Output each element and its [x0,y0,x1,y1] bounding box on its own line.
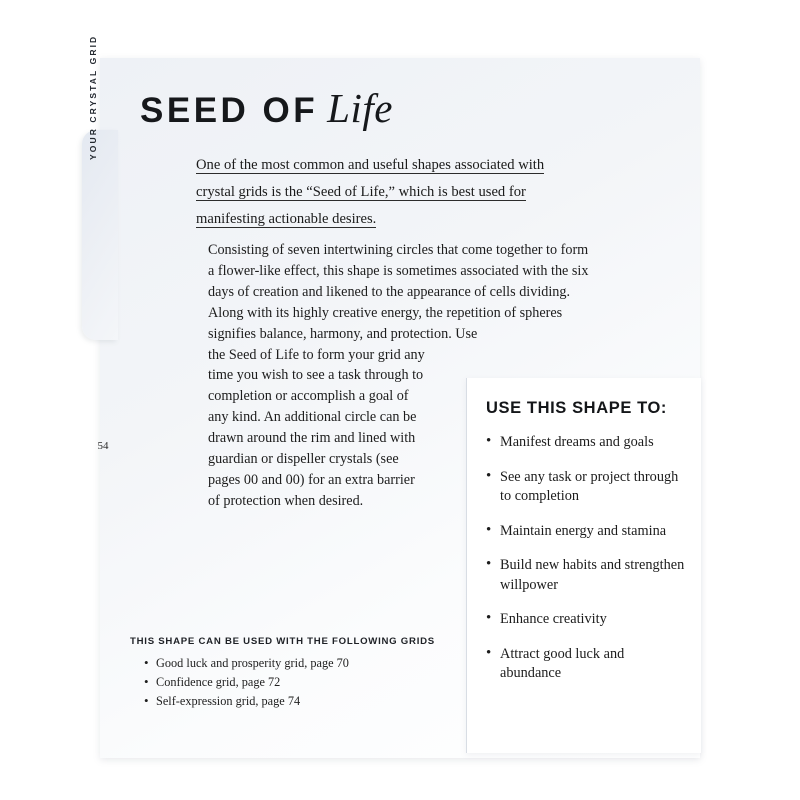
callout-title: USE THIS SHAPE TO: [486,399,668,417]
list-item: • See any task or project through to completion [486,468,686,507]
related-grids-block [130,636,440,711]
page-number: 54 [97,440,109,452]
list-item: • Enhance creativity [486,610,686,630]
list-item: • Maintain energy and stamina [486,522,686,542]
intro-paragraph [196,152,566,233]
list-item: • Manifest dreams and goals [486,433,686,453]
page-title-main: SEED OF [140,91,319,130]
side-tab[interactable] [82,130,118,340]
intro-text: One of the most common and useful shapes associated with crystal grids is the “Seed of Life,” which is best used for manifesting actionable desires. [196,157,545,227]
list-item: • Good luck and prosperity grid, page 70 [156,654,440,673]
callout-list [486,433,686,699]
page-title-italic: Life [327,85,393,131]
body-text: Consisting of seven intertwining circles that come together to form a flower-like effect, this shape is sometimes associated with the six days of creation and likened to the appearance of cells dividing. Along with its highly creative energy, the repetition of spheres signifies balance, harmony, and protection. Use the Seed of Life to form your grid any time you wish to see a task through to completion or accomplish a goal of any kind. An additional circle can be drawn around the rim and lined with guardian or dispeller crystals (see pages 00 and 00) for an extra barrier of protection when desired. [208,242,589,509]
related-grids-heading: THIS SHAPE CAN BE USED WITH THE FOLLOWING GRIDS [130,636,435,647]
list-item: • Build new habits and strengthen willpower [486,556,686,595]
list-item: • Confidence grid, page 72 [156,673,440,692]
side-tab-label: YOUR CRYSTAL GRID [88,34,98,160]
list-item: • Self-expression grid, page 74 [156,692,440,711]
callout-box [466,378,701,753]
list-item: • Attract good luck and abundance [486,645,686,684]
page-title [140,85,393,131]
related-grids-list [130,654,440,711]
